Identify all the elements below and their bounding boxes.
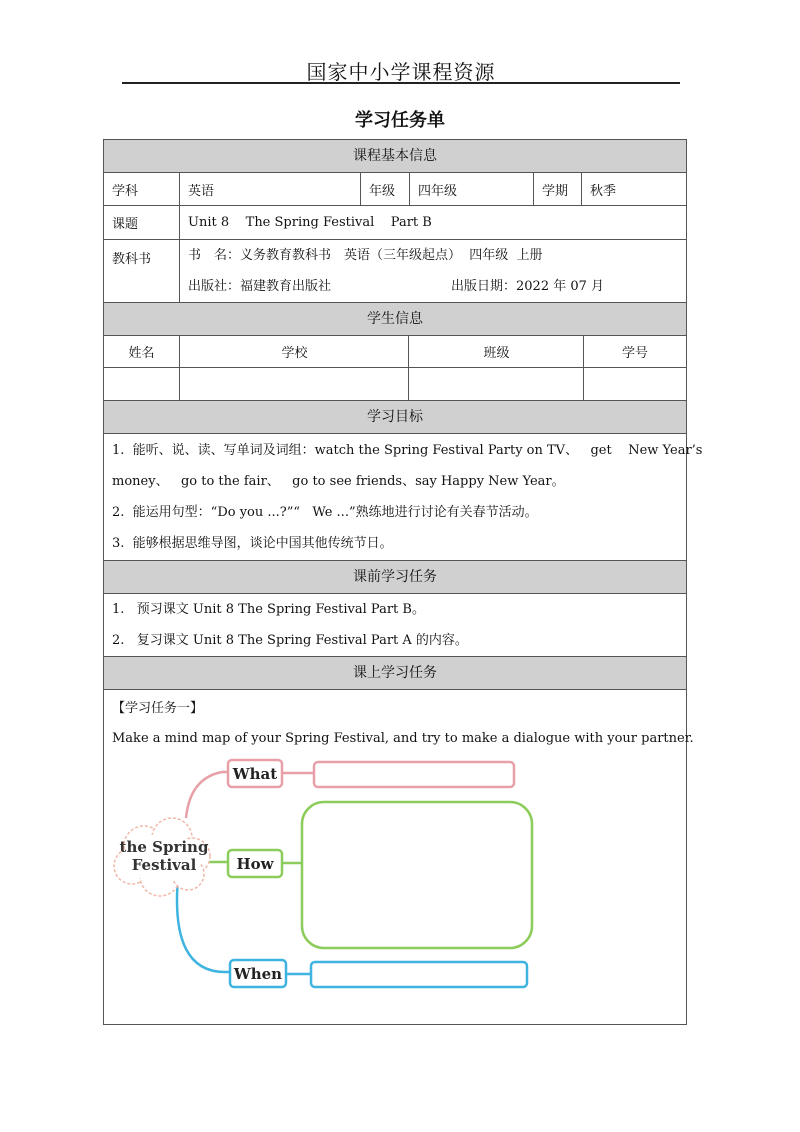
term-label: 学期	[533, 173, 585, 205]
term-value: 秋季	[581, 173, 686, 205]
in-class-content	[104, 689, 694, 1024]
textbook-date: 出版日期：2022 年 07 月	[451, 279, 605, 294]
task1-instruction: Make a mind map of your Spring Festival, and try to make a dialogue with your partner.	[112, 731, 694, 746]
header-divider	[122, 82, 680, 84]
goals-content	[104, 433, 703, 560]
connector-when	[177, 878, 231, 972]
section-goals: 学习目标	[104, 400, 686, 433]
grade-label: 年级	[360, 173, 415, 205]
student-id-header: 学号	[583, 336, 686, 367]
course-row-textbook	[104, 239, 686, 302]
textbook-value	[179, 240, 686, 302]
pre-task-2: 2. 复习课文 Unit 8 The Spring Festival Part A 的内容。	[112, 633, 468, 648]
task-sheet-table	[103, 139, 703, 1025]
textbook-name-line: 书 名：义务教育教科书 英语（三年级起点） 四年级 上册	[188, 248, 543, 263]
how-answer-box	[302, 802, 532, 948]
what-answer-box	[314, 762, 514, 787]
section-course-info: 课程基本信息	[104, 140, 686, 172]
center-topic-line1: the Spring	[119, 838, 209, 856]
section-pre-class: 课前学习任务	[104, 560, 686, 593]
student-header-row	[104, 335, 686, 367]
topic-value: Unit 8 The Spring Festival Part B	[179, 206, 686, 239]
goal-line-1b: money、 go to the fair、 go to see friends、say Happy New Year。	[112, 474, 565, 489]
section-student-info: 学生信息	[104, 302, 686, 335]
class-header: 班级	[408, 336, 584, 367]
name-header: 姓名	[128, 346, 155, 361]
connector-what	[186, 772, 229, 818]
pre-task-1: 1. 预习课文 Unit 8 The Spring Festival Part B。	[112, 602, 425, 617]
textbook-publisher: 出版社：福建教育出版社	[188, 279, 332, 294]
topic-label: 课题	[112, 217, 139, 232]
subject-value: 英语	[179, 173, 361, 205]
task1-heading: 【学习任务一】	[112, 701, 204, 716]
when-answer-box	[311, 962, 527, 987]
center-topic-line2: Festival	[131, 856, 197, 874]
course-row-topic	[104, 205, 686, 239]
student-input-row	[104, 367, 686, 400]
school-input-cell[interactable]	[179, 368, 409, 400]
textbook-publish-line	[188, 271, 686, 302]
grade-value: 四年级	[409, 173, 533, 205]
school-header: 学校	[179, 336, 409, 367]
when-label: When	[233, 965, 283, 983]
document-title: 学习任务单	[355, 110, 445, 131]
textbook-label: 教科书	[112, 252, 152, 267]
student-id-input-cell[interactable]	[583, 368, 686, 400]
goal-line-3: 3. 能够根据思维导图，谈论中国其他传统节日。	[112, 536, 393, 551]
how-label: How	[236, 855, 274, 873]
mind-map	[104, 758, 684, 1018]
course-row-subject	[104, 172, 686, 205]
name-input-cell[interactable]	[104, 368, 179, 400]
section-in-class: 课上学习任务	[104, 656, 686, 689]
what-label: What	[232, 765, 278, 783]
page-header: 国家中小学课程资源	[306, 60, 496, 84]
class-input-cell[interactable]	[408, 368, 584, 400]
goal-line-2: 2. 能运用句型：“Do you ...?”“ We ...”熟练地进行讨论有关春节活动。	[112, 505, 538, 520]
subject-label: 学科	[112, 183, 139, 199]
goal-line-1: 1. 能听、说、读、写单词及词组：watch the Spring Festival Party on TV、 get New Year’s	[112, 443, 703, 458]
pre-class-content	[104, 593, 686, 656]
